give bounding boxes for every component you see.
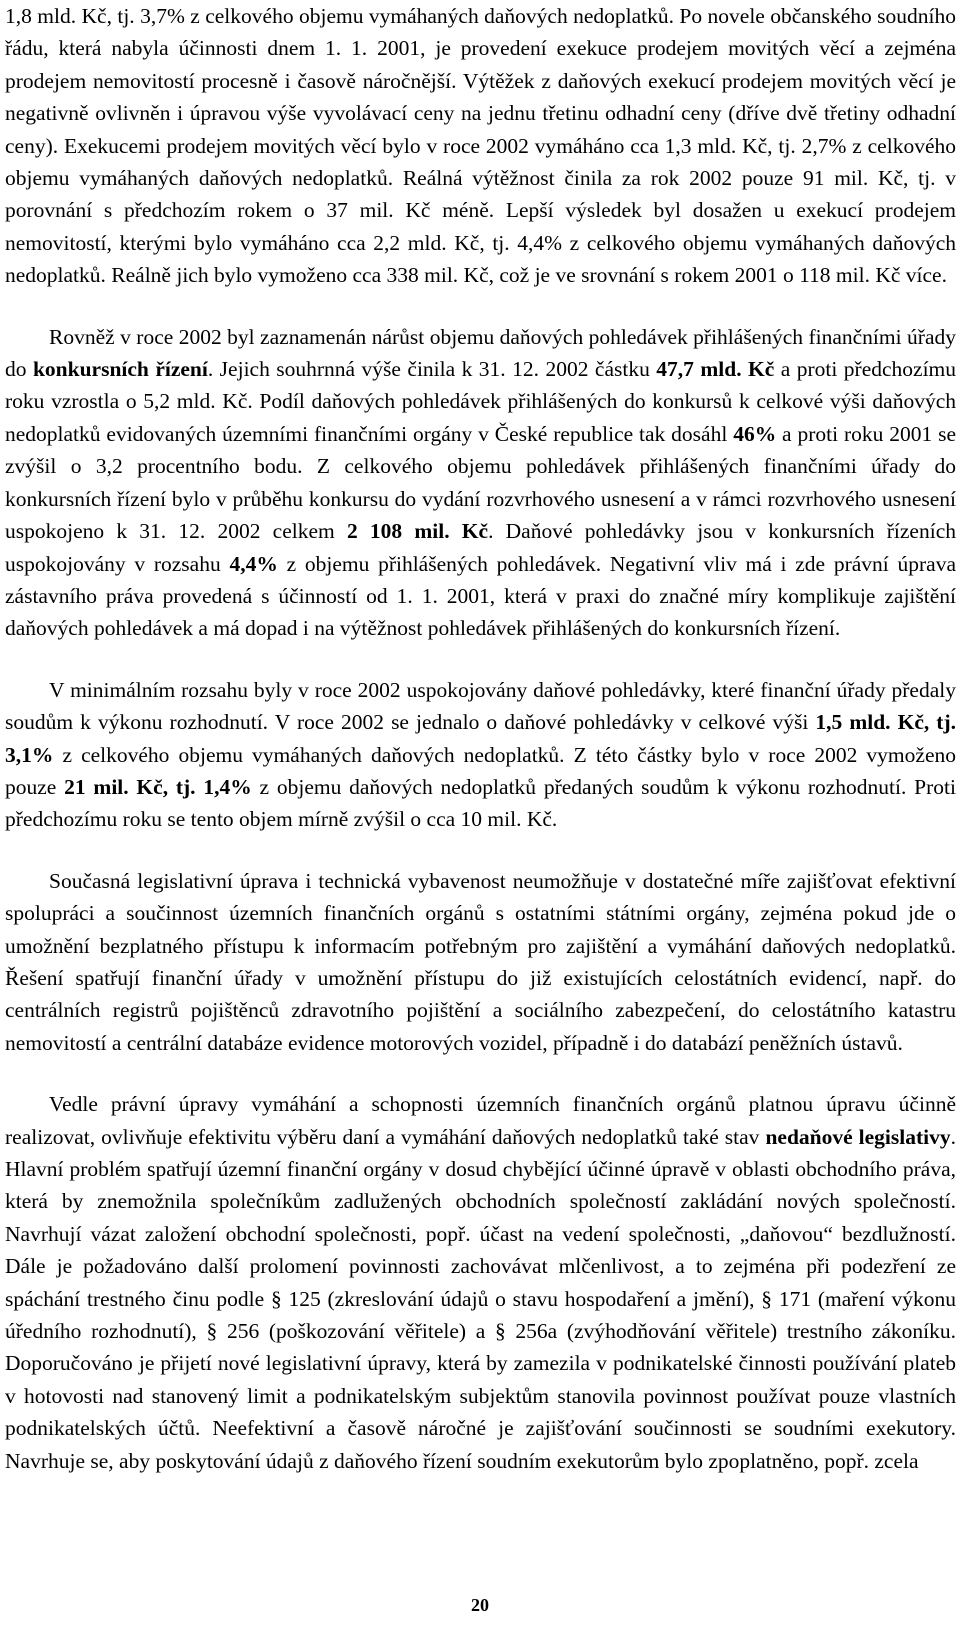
document-page [5, 0, 956, 1629]
emphasis-non-tax-legislation: nedaňové legislativy [765, 1124, 951, 1149]
emphasis-court-recovered: 21 mil. Kč, tj. 1,4% [64, 774, 252, 799]
emphasis-satisfied-amount: 2 108 mil. Kč [346, 519, 489, 544]
emphasis-satisfied-share: 4,4% [229, 551, 278, 576]
paragraph-text: V minimálním rozsahu byly v roce 2002 uspokojovány daňové pohledávky, které finanční úřady předaly soudům k výkonu rozhodnutí. V roce 2002 se jednalo o daňové pohledávky v celkové výši [5, 677, 956, 735]
paragraph-text: z celkového objemu vymáhaných daňových nedoplatků. Z této částky bylo v roce 2002 vymoženo pouze [5, 742, 956, 799]
paragraph-text: a proti roku 2001 se zvýšil o 3,2 procentního bodu. Z celkového objemu pohledávek přihlášených finančními úřady do konkursních řízení bylo v průběhu konkursu do vydání rozvrhového usnesení a v rámci rozvrhového usnesení uspokojeno k 31. 12. 2002 celkem [5, 421, 956, 544]
paragraph-text: z objemu přihlášených pohledávek. Negativní vliv má i zde právní úprava zástavního práva provedená s účinností od 1. 1. 2001, která v praxi do značné míry komplikuje zajištění daňových pohledávek a má dopad i na výtěžnost pohledávek přihlášených do konkursních řízení. [5, 551, 956, 641]
paragraph-text: Vedle právní úpravy vymáhání a schopnosti územních finančních orgánů platnou úpravu účinně realizovat, ovlivňuje efektivitu výběru daní a vymáhání daňových nedoplatků také stav [5, 1092, 956, 1149]
paragraph-text: z objemu daňových nedoplatků předaných soudům k výkonu rozhodnutí. Proti předchozímu roku se tento objem mírně zvýšil o cca 10 mil. Kč. [5, 774, 956, 832]
emphasis-claims-total: 47,7 mld. Kč [656, 357, 775, 382]
paragraph-text: Současná legislativní úprava i technická vybavenost neumožňuje v dostatečné míře zajišťovat efektivní spolupráci a součinnost územních finančních orgánů s ostatními státními orgány, zejména pokud jde o umožnění bezplatného přístupu k informacím potřebným pro zajištění a vymáhání daňových nedoplatků. Řešení spatřují finanční úřady v umožnění přístupu do již existujících celostátních evidencí, např. do centrálních registrů pojištěnců zdravotního pojištění a sociálního zabezpečení, do celostátního katastru nemovitostí a centrální databáze evidence motorových vozidel, případně i do databází peněžních ústavů. [5, 868, 956, 1055]
paragraph-text: 1,8 mld. Kč, tj. 3,7% z celkového objemu vymáhaných daňových nedoplatků. Po novele občanského soudního řádu, která nabyla účinnosti dnem 1. 1. 2001, je provedení exekuce prodejem movitých věcí a zejména prodejem nemovitostí procesně i časově náročnější. Výtěžek z daňových exekucí prodejem movitých věcí je negativně ovlivněn i úpravou výše vyvolávací ceny na jednu třetinu odhadní ceny (dříve dvě třetiny odhadní ceny). Exekucemi prodejem movitých věcí bylo v roce 2002 vymáháno cca 1,3 mld. Kč, tj. 2,7% z celkového objemu vymáhaných daňových nedoplatků. Reálná výtěžnost činila za rok 2002 pouze 91 mil. Kč, tj. v porovnání s předchozím rokem o 37 mil. Kč méně. Lepší výsledek byl dosažen u exekucí prodejem nemovitostí, kterými bylo vymáháno cca 2,2 mld. Kč, tj. 4,4% z celkového objemu vymáhaných daňových nedoplatků. Reálně jich bylo vymoženo cca 338 mil. Kč, což je ve srovnání s rokem 2001 o 118 mil. Kč více. [5, 4, 956, 288]
paragraph-text: Rovněž v roce 2002 byl zaznamenán nárůst objemu daňových pohledávek přihlášených finančními úřady do [5, 324, 956, 382]
emphasis-court-claims: 1,5 mld. Kč, tj. 3,1% [5, 710, 956, 767]
paragraph-execution-results [5, 0, 956, 292]
emphasis-bankruptcy-proceedings: konkursních řízení [32, 357, 208, 382]
paragraph-legislation-cooperation [5, 865, 956, 1059]
paragraph-text: . Jejich souhrnná výše činila k 31. 12. 2002 částku [207, 357, 657, 382]
paragraph-text: a proti předchozímu roku vzrostla o 5,2 mld. Kč. Podíl daňových pohledávek přihlášených do konkursů k celkové výši daňových nedoplatků evidovaných územními finančními orgány v České republice tak dosáhl [5, 357, 957, 446]
paragraph-text: . Daňové pohledávky jsou v konkursních řízeních uspokojovány v rozsahu [5, 519, 956, 576]
page-number: 20 [471, 1595, 489, 1615]
paragraph-text: . Hlavní problém spatřují územní finanční orgány v dosud chybějící účinné úpravě v oblasti obchodního práva, která by znemožnila společníkům zadlužených obchodních společností zakládání nových společností. Navrhují vázat založení obchodní společnosti, popř. účast na vedení společnosti, „daňovou“ bezdlužností. Dále je požadováno další prolomení povinnosti zachovávat mlčenlivost, a to zejména při podezření ze spáchání trestného činu podle § 125 (zkreslování údajů o stavu hospodaření a jmění), § 171 (maření výkonu úředního rozhodnutí), § 256 (poškozování věřitele) a § 256a (zvýhodňování věřitele) trestního zákoníku. Doporučováno je přijetí nové legislativní úpravy, která by zamezila v podnikatelské činnosti používání plateb v hotovosti nad stanovený limit a podnikatelským subjektům stanovila povinnost používat pouze vlastních podnikatelských účtů. Neefektivní a časově náročné je zajišťování součinnosti se soudními exekutory. Navrhuje se, aby poskytování údajů z daňového řízení soudním exekutorům bylo zpoplatněno, popř. zcela [5, 1124, 956, 1473]
paragraph-non-tax-legislation [5, 1088, 956, 1477]
paragraph-bankruptcy-claims [5, 321, 956, 645]
emphasis-claims-share: 46% [733, 421, 777, 446]
paragraph-court-enforcement [5, 674, 956, 836]
